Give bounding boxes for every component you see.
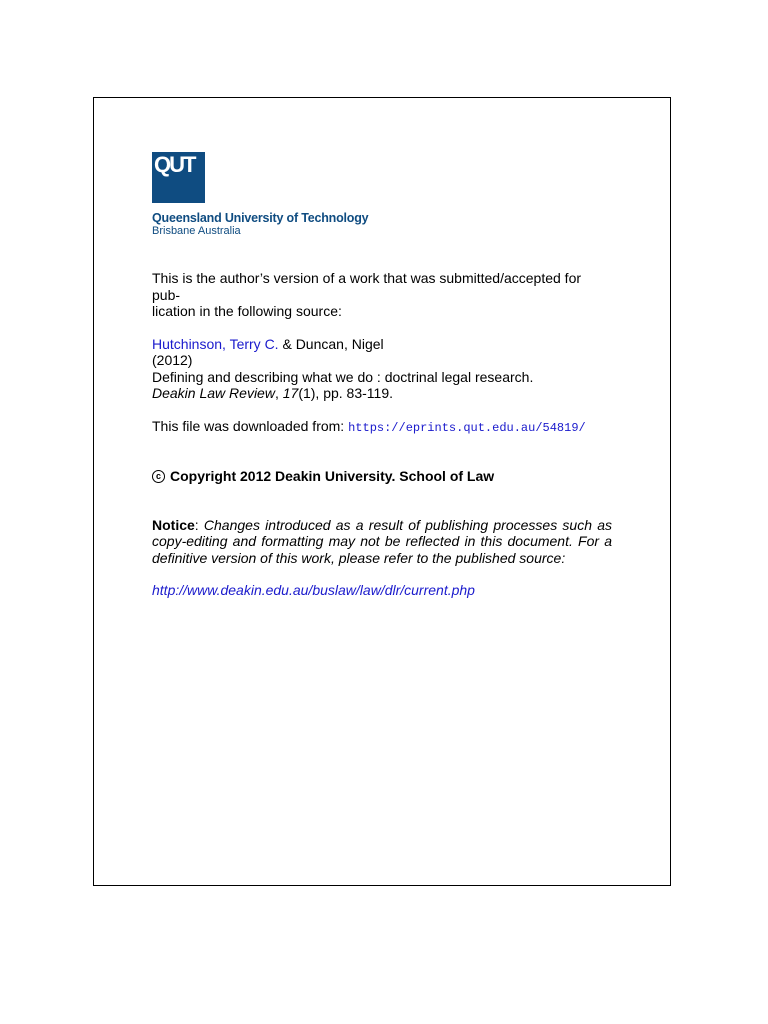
download-url-link[interactable]: https://eprints.qut.edu.au/54819/ (348, 420, 586, 435)
university-location: Brisbane Australia (152, 225, 241, 237)
notice-colon: : (194, 516, 204, 533)
author-link[interactable]: Hutchinson, Terry C. (152, 335, 279, 352)
qut-logo-mark (152, 152, 205, 203)
journal-issue-pages: (1), pp. 83-119. (298, 385, 393, 401)
author-second: & Duncan, Nigel (278, 335, 384, 352)
qut-logo-text: QUT (154, 152, 195, 177)
published-source-link[interactable]: http://www.deakin.edu.au/buslaw/law/dlr/current.php (152, 582, 475, 598)
qut-logo (152, 152, 205, 203)
notice-body: Changes introduced as a result of publishing processes such as copy-editing and formatting may not be reflected in this document. For a definitive version of this work, please refer to the published source: (152, 516, 612, 566)
citation-journal (152, 385, 612, 402)
download-line (152, 418, 612, 437)
copyright-text: Copyright 2012 Deakin University. School of Law (170, 468, 495, 484)
journal-name: Deakin Law Review (152, 385, 275, 401)
download-label: This file was downloaded from: (152, 417, 349, 434)
citation-year: (2012) (152, 352, 193, 368)
intro-line-1: This is the author’s version of a work that was submitted/accepted for pub- (152, 270, 582, 303)
cover-content (152, 270, 612, 599)
citation-title: Defining and describing what we do : doctrinal legal research. (152, 368, 534, 385)
copyright-symbol-icon: c (152, 470, 165, 483)
copyright-line (152, 468, 612, 485)
journal-sep: , (274, 385, 283, 401)
notice-label: Notice (152, 516, 195, 533)
notice-paragraph (152, 517, 612, 567)
university-name: Queensland University of Technology (152, 211, 369, 225)
journal-volume: 17 (282, 385, 299, 401)
intro-line-2: lication in the following source: (152, 303, 342, 319)
citation-authors (152, 336, 612, 353)
notice-url-line (152, 582, 612, 599)
